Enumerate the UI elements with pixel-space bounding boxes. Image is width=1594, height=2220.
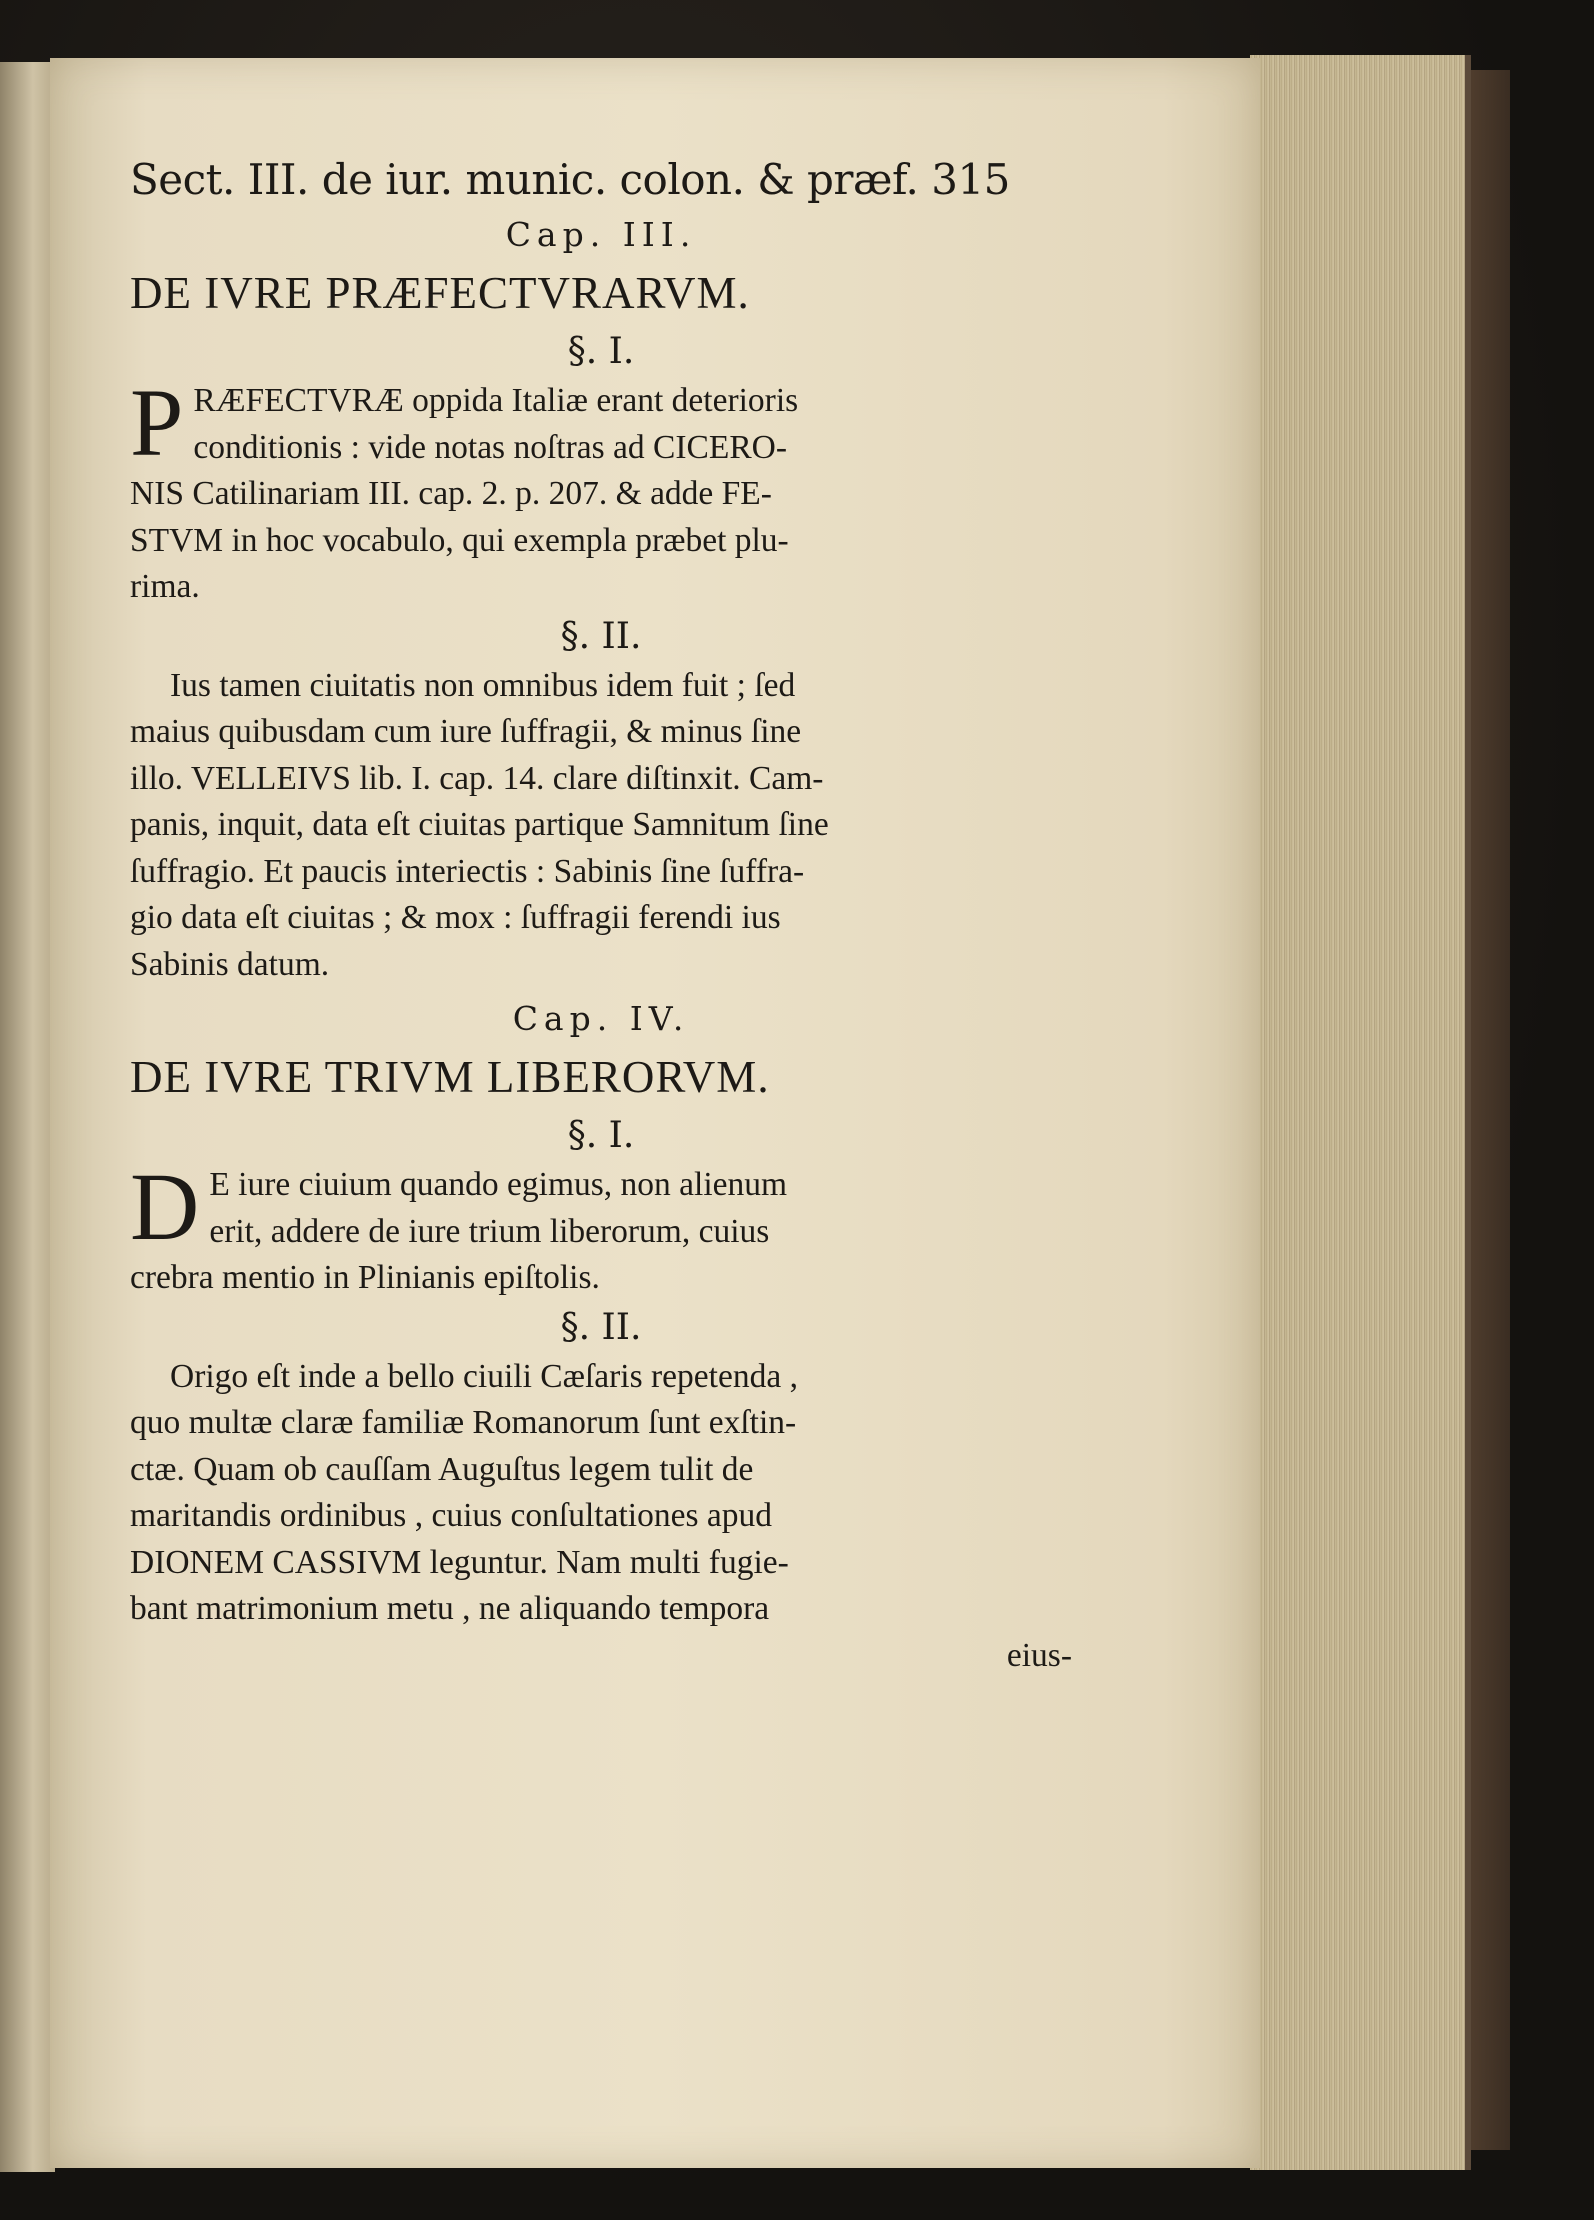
catchword: eius- <box>1006 1636 1072 1674</box>
paragraph <box>130 1354 1072 1633</box>
text-line: ctæ. Quam ob cauſſam Auguſtus legem tulit de <box>130 1450 754 1488</box>
chapter-number: Cap. IV. <box>512 999 690 1038</box>
text-line: NIS Catilinariam III. cap. 2. p. 207. & adde FE- <box>130 475 772 512</box>
running-header: Sect. III. de iur. munic. colon. & præf. 315 <box>130 155 1010 204</box>
text-line: illo. VELLEIVS lib. I. cap. 14. clare diſtinxit. Cam- <box>130 759 824 797</box>
text-line: DIONEM CASSIVM leguntur. Nam multi fugie- <box>130 1543 789 1581</box>
facing-page-edge <box>0 62 55 2172</box>
text-line: erit, addere de iure trium liberorum, cuius <box>209 1212 770 1250</box>
page-block-edge <box>1250 55 1471 2170</box>
page-text <box>130 150 1072 1679</box>
text-line: panis, inquit, data eſt ciuitas partique Samnitum ſine <box>130 806 829 843</box>
drop-cap: D <box>130 1153 200 1260</box>
section-mark: §. II. <box>560 1306 642 1348</box>
paragraph <box>130 1153 1072 1302</box>
chapter-title: DE IVRE TRIVM LIBERORVM. <box>130 1052 770 1102</box>
section-mark: §. II. <box>560 615 642 657</box>
text-line: maritandis ordinibus , cuius conſultationes apud <box>130 1497 772 1534</box>
text-line: crebra mentio in Plinianis epiſtolis. <box>130 1259 600 1296</box>
text-line: RÆFECTVRÆ oppida Italiæ erant deterioris <box>193 382 799 419</box>
text-line: bant matrimonium metu , ne aliquando tempora <box>130 1590 770 1627</box>
section-mark: §. I. <box>567 1115 635 1156</box>
text-line: ſuffragio. Et paucis interiectis : Sabinis ſine ſuffra- <box>130 852 805 890</box>
text-line: Origo eſt inde a bello ciuili Cæſaris repetenda , <box>170 1357 798 1395</box>
drop-cap: P <box>130 369 184 476</box>
text-line: gio data eſt ciuitas ; & mox : ſuffragii ferendi ius <box>130 899 781 936</box>
text-line: Ius tamen ciuitatis non omnibus idem fuit ; ſed <box>170 666 796 704</box>
paragraph <box>130 369 1072 611</box>
text-line: quo multæ claræ familiæ Romanorum ſunt exſtin- <box>130 1404 797 1441</box>
paragraph <box>130 663 1072 989</box>
text-line: rima. <box>130 568 200 605</box>
chapter-number: Cap. III. <box>505 215 697 254</box>
text-line: STVM in hoc vocabulo, qui exempla præbet plu- <box>130 521 789 559</box>
chapter-title: DE IVRE PRÆFECTVRARVM. <box>130 268 750 318</box>
text-line: Sabinis datum. <box>130 945 330 983</box>
section-mark: §. I. <box>567 331 635 372</box>
text-line: maius quibusdam cum iure ſuffragii, & minus ſine <box>130 713 802 750</box>
text-line: conditionis : vide notas noſtras ad CICERO- <box>193 428 788 466</box>
text-line: E iure ciuium quando egimus, non alienum <box>209 1166 788 1203</box>
